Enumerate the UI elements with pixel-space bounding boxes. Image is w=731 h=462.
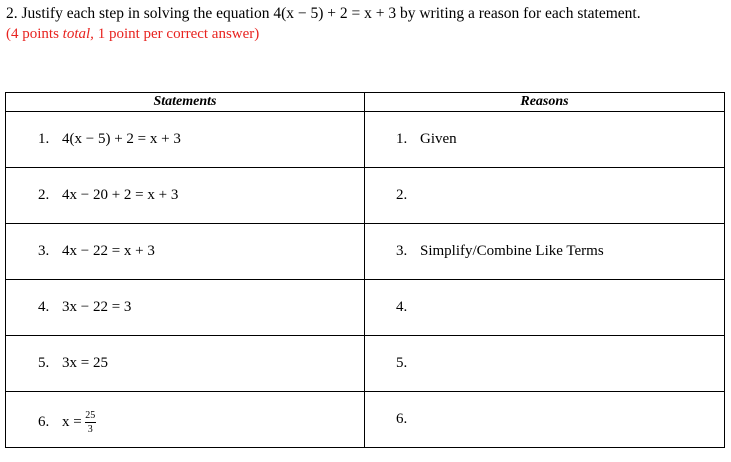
question-number: 2. [6, 5, 18, 22]
reason-number: 5. [396, 355, 408, 371]
fraction-denominator: 3 [87, 424, 93, 435]
statement-number: 6. [38, 414, 50, 430]
statement-cell [6, 168, 365, 224]
statement-cell [6, 280, 365, 336]
points-rest: 1 point per correct answer) [93, 26, 260, 42]
statements-header: Statements [6, 93, 365, 112]
question-prompt: Justify each step in solving the equation 4(x − 5) + 2 = x + 3 by writing a reason for each statement. [21, 5, 641, 22]
statement-text: 4x − 20 + 2 = x + 3 [62, 187, 179, 203]
reason-cell[interactable] [365, 280, 725, 336]
points-note [6, 24, 259, 44]
fraction-bar [85, 422, 96, 423]
reason-cell[interactable] [365, 112, 725, 168]
reason-cell[interactable] [365, 336, 725, 392]
statement-text: 3x − 22 = 3 [62, 299, 132, 315]
statement-number: 3. [38, 243, 50, 259]
reason-number: 4. [396, 299, 408, 315]
table-header-row [6, 93, 725, 112]
table-row [6, 224, 725, 280]
statement-number: 5. [38, 355, 50, 371]
statement-number: 2. [38, 187, 50, 203]
statement-cell [6, 336, 365, 392]
reasons-header: Reasons [365, 93, 725, 112]
statement-text: 4x − 22 = x + 3 [62, 243, 155, 259]
points-open: (4 points [6, 26, 63, 42]
reason-cell[interactable] [365, 224, 725, 280]
statement-prefix: x = [62, 414, 82, 430]
table-row [6, 336, 725, 392]
statement-text: 3x = 25 [62, 355, 108, 371]
table-row [6, 168, 725, 224]
reason-number: 1. [396, 131, 408, 147]
table-row [6, 280, 725, 336]
question-text [6, 4, 641, 24]
reason-cell[interactable] [365, 392, 725, 448]
statement-cell [6, 112, 365, 168]
statement-cell [6, 392, 365, 448]
reason-number: 2. [396, 187, 408, 203]
reason-text: Given [420, 131, 457, 147]
reason-number: 6. [396, 411, 408, 427]
statement-number: 1. [38, 131, 50, 147]
statement-text: 4(x − 5) + 2 = x + 3 [62, 131, 181, 147]
fraction-numerator: 25 [85, 410, 96, 421]
statement-number: 4. [38, 299, 50, 315]
reason-text: Simplify/Combine Like Terms [420, 243, 604, 259]
reason-number: 3. [396, 243, 408, 259]
fraction [85, 410, 96, 435]
points-total: total, [62, 26, 94, 42]
table-row [6, 392, 725, 448]
statement-cell [6, 224, 365, 280]
proof-table [5, 92, 725, 448]
table-row [6, 112, 725, 168]
reason-cell[interactable] [365, 168, 725, 224]
